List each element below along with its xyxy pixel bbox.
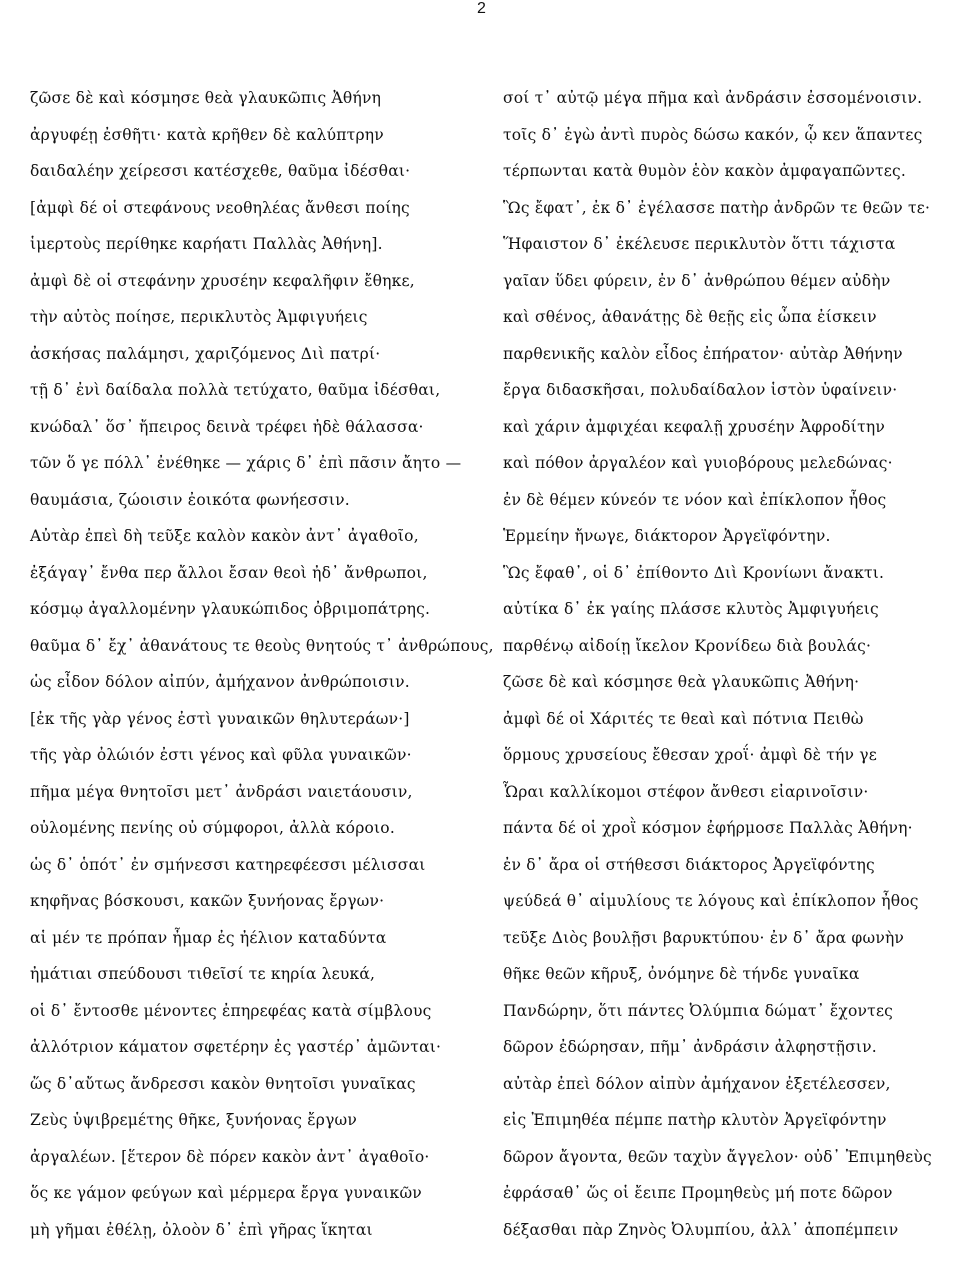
verse-line: ἐξάγαγ᾽ ἔνθα περ ἄλλοι ἔσαν θεοὶ ἠδ᾽ ἄνθρωποι, (30, 563, 428, 582)
verse-line: Αὐτὰρ ἐπεὶ δὴ τεῦξε καλὸν κακὸν ἀντ᾽ ἀγαθοῖο, (30, 527, 419, 545)
verse-line: μὴ γῆμαι ἐθέλῃ, ὀλοὸν δ᾽ ἐπὶ γῆρας ἵκηται (30, 1220, 373, 1239)
verse-line: Ὣς ἔφαθ᾽, οἱ δ᾽ ἐπίθοντο Διὶ Κρονίωνι ἄνακτι. (503, 563, 885, 582)
verse-line: πῆμα μέγα θνητοῖσι μετ᾽ ἀνδράσι ναιετάουσιν, (30, 782, 413, 801)
verse-line: Ὧραι καλλίκομοι στέφον ἄνθεσι εἰαρινοῖσιν· (503, 782, 869, 801)
verse-line: θαυμάσια, ζώοισιν ἐοικότα φωνήεσσιν. (30, 490, 350, 509)
verse-line: ἀλλότριον κάματον σφετέρην ἐς γαστέρ᾽ ἀμῶνται· (30, 1038, 442, 1056)
verse-line: ἐν δὲ θέμεν κύνεόν τε νόον καὶ ἐπίκλοπον ἦθος (503, 490, 887, 509)
verse-line: ψεύδεά θ᾽ αἱμυλίους τε λόγους καὶ ἐπίκλοπον ἦθος (503, 892, 919, 910)
verse-line: παρθενικῆς καλὸν εἶδος ἐπήρατον· αὐτὰρ Ἀθήνην (503, 344, 903, 363)
verse-line: ἀμφὶ δὲ οἱ στεφάνην χρυσέην κεφαλῆφιν ἔθηκε, (30, 271, 415, 290)
verse-line: οὐλομένης πενίης οὐ σύμφοροι, ἀλλὰ κόροιο. (30, 819, 395, 837)
verse-line: σοί τ᾽ αὐτῷ μέγα πῆμα καὶ ἀνδράσιν ἐσσομένοισιν. (503, 89, 923, 107)
verse-line: δαιδαλέην χείρεσσι κατέσχεθε, θαῦμα ἰδέσθαι· (30, 162, 411, 180)
verse-line: τὴν αὐτὸς ποίησε, περικλυτὸς Ἀμφιγυήεις (30, 308, 368, 326)
right-text-column (503, 86, 953, 1254)
verse-line: ἠμάτιαι σπεύδουσι τιθεῖσί τε κηρία λευκά, (30, 965, 376, 983)
verse-line: ἀμφὶ δέ οἱ Χάριτές τε θεαὶ καὶ πότνια Πειθὼ (503, 709, 864, 728)
verse-line: καὶ πόθον ἀργαλέον καὶ γυιοβόρους μελεδώνας· (503, 454, 893, 472)
verse-line: ἐφράσαθ᾽ ὥς οἱ ἔειπε Προμηθεὺς μή ποτε δῶρον (503, 1184, 893, 1202)
verse-line: δῶρον ἄγοντα, θεῶν ταχὺν ἄγγελον· οὐδ᾽ Ἐπιμηθεὺς (503, 1147, 932, 1166)
verse-line: τῆς γὰρ ὀλώιόν ἐστι γένος καὶ φῦλα γυναικῶν· (30, 746, 412, 764)
verse-line: γαῖαν ὕδει φύρειν, ἐν δ᾽ ἀνθρώπου θέμεν αὐδὴν (503, 271, 891, 290)
verse-line: ζῶσε δὲ καὶ κόσμησε θεὰ γλαυκῶπις Ἀθήνη· (503, 673, 860, 691)
verse-line: δῶρον ἐδώρησαν, πῆμ᾽ ἀνδράσιν ἀλφηστῇσιν. (503, 1038, 877, 1056)
verse-line: Ὣς ἔφατ᾽, ἐκ δ᾽ ἐγέλασσε πατὴρ ἀνδρῶν τε θεῶν τε· (503, 198, 931, 217)
left-text-column (30, 86, 494, 1254)
verse-line: καὶ χάριν ἀμφιχέαι κεφαλῇ χρυσέην Ἀφροδίτην (503, 417, 885, 436)
verse-line: τῇ δ᾽ ἐνὶ δαίδαλα πολλὰ τετύχατο, θαῦμα ἰδέσθαι, (30, 381, 441, 399)
verse-line: ἀσκήσας παλάμησι, χαριζόμενος Διὶ πατρί· (30, 344, 381, 363)
verse-line: καὶ σθένος, ἀθανάτῃς δὲ θεῇς εἰς ὦπα ἐίσκειν (503, 308, 877, 326)
verse-line: ὅς κε γάμον φεύγων καὶ μέρμερα ἔργα γυναικῶν (30, 1184, 422, 1202)
verse-line: ὅρμους χρυσείους ἔθεσαν χροΐ· ἀμφὶ δὲ τήν γε (503, 746, 877, 764)
verse-line: οἱ δ᾽ ἔντοσθε μένοντες ἐπηρεφέας κατὰ σίμβλους (30, 1001, 432, 1020)
verse-line: αἱ μέν τε πρόπαν ἦμαρ ἐς ἠέλιον καταδύντα (30, 928, 387, 947)
verse-line: αὐτὰρ ἐπεὶ δόλον αἰπὺν ἀμήχανον ἐξετέλεσσεν, (503, 1074, 891, 1093)
verse-line: κνώδαλ᾽ ὅσ᾽ ἤπειρος δεινὰ τρέφει ἠδὲ θάλασσα· (30, 417, 424, 436)
verse-line: ἱμερτοὺς περίθηκε καρήατι Παλλὰς Ἀθήνη]. (30, 235, 383, 253)
verse-line: ἀργαλέων. [ἕτερον δὲ πόρεν κακὸν ἀντ᾽ ἀγαθοῖο· (30, 1147, 430, 1166)
verse-line: ζῶσε δὲ καὶ κόσμησε θεὰ γλαυκῶπις Ἀθήνη (30, 89, 382, 107)
verse-line: ὥς δ᾽αὔτως ἄνδρεσσι κακὸν θνητοῖσι γυναῖκας (30, 1074, 416, 1093)
verse-line: τεῦξε Διὸς βουλῇσι βαρυκτύπου· ἐν δ᾽ ἄρα φωνὴν (503, 928, 905, 947)
verse-line: τῶν ὅ γε πόλλ᾽ ἐνέθηκε — χάρις δ᾽ ἐπὶ πᾶσιν ἄητο — (30, 454, 462, 472)
verse-line: ἔργα διδασκῆσαι, πολυδαίδαλον ἱστὸν ὑφαίνειν· (503, 381, 898, 399)
verse-line: ἀργυφέῃ ἐσθῆτι· κατὰ κρῆθεν δὲ καλύπτρην (30, 125, 384, 144)
verse-line: τέρπωνται κατὰ θυμὸν ἑὸν κακὸν ἀμφαγαπῶντες. (503, 162, 907, 180)
verse-line: ὡς δ᾽ ὁπότ᾽ ἐν σμήνεσσι κατηρεφέεσσι μέλισσαι (30, 855, 426, 874)
verse-line: κηφῆνας βόσκουσι, κακῶν ξυνήονας ἔργων· (30, 892, 385, 910)
verse-line: ὡς εἶδον δόλον αἰπύν, ἀμήχανον ἀνθρώποισιν. (30, 673, 410, 691)
verse-line: Πανδώρην, ὅτι πάντες Ὀλύμπια δώματ᾽ ἔχοντες (503, 1001, 894, 1020)
verse-line: παρθένῳ αἰδοίῃ ἴκελον Κρονίδεω διὰ βουλάς· (503, 636, 872, 655)
verse-line: Ἥφαιστον δ᾽ ἐκέλευσε περικλυτὸν ὅττι τάχιστα (503, 235, 896, 253)
page-number: 2 (477, 0, 486, 17)
verse-line: πάντα δέ οἱ χροῒ κόσμον ἐφήρμοσε Παλλὰς Ἀθήνη· (503, 819, 913, 837)
verse-line: [ἀμφὶ δέ οἱ στεφάνους νεοθηλέας ἄνθεσι ποίης (30, 198, 410, 217)
verse-line: ἐν δ᾽ ἄρα οἱ στήθεσσι διάκτορος Ἀργεϊφόντης (503, 855, 875, 874)
verse-line: εἰς Ἐπιμηθέα πέμπε πατὴρ κλυτὸν Ἀργεϊφόντην (503, 1111, 887, 1129)
verse-line: αὐτίκα δ᾽ ἐκ γαίης πλάσσε κλυτὸς Ἀμφιγυήεις (503, 600, 879, 618)
verse-line: θῆκε θεῶν κῆρυξ, ὀνόμηνε δὲ τήνδε γυναῖκα (503, 965, 860, 983)
verse-line: τοῖς δ᾽ ἐγὼ ἀντὶ πυρὸς δώσω κακόν, ᾧ κεν ἅπαντες (503, 125, 923, 144)
verse-line: Ζεὺς ὑψιβρεμέτης θῆκε, ξυνήονας ἔργων (30, 1111, 358, 1129)
verse-line: [ἐκ τῆς γὰρ γένος ἐστὶ γυναικῶν θηλυτεράων·] (30, 709, 410, 728)
verse-line: Ἑρμείην ἤνωγε, διάκτορον Ἀργεϊφόντην. (503, 527, 831, 545)
verse-line: θαῦμα δ᾽ ἔχ᾽ ἀθανάτους τε θεοὺς θνητούς τ᾽ ἀνθρώπους, (30, 636, 494, 655)
verse-line: κόσμῳ ἀγαλλομένην γλαυκώπιδος ὀβριμοπάτρης. (30, 600, 431, 618)
verse-line: δέξασθαι πὰρ Ζηνὸς Ὀλυμπίου, ἀλλ᾽ ἀποπέμπειν (503, 1220, 899, 1239)
